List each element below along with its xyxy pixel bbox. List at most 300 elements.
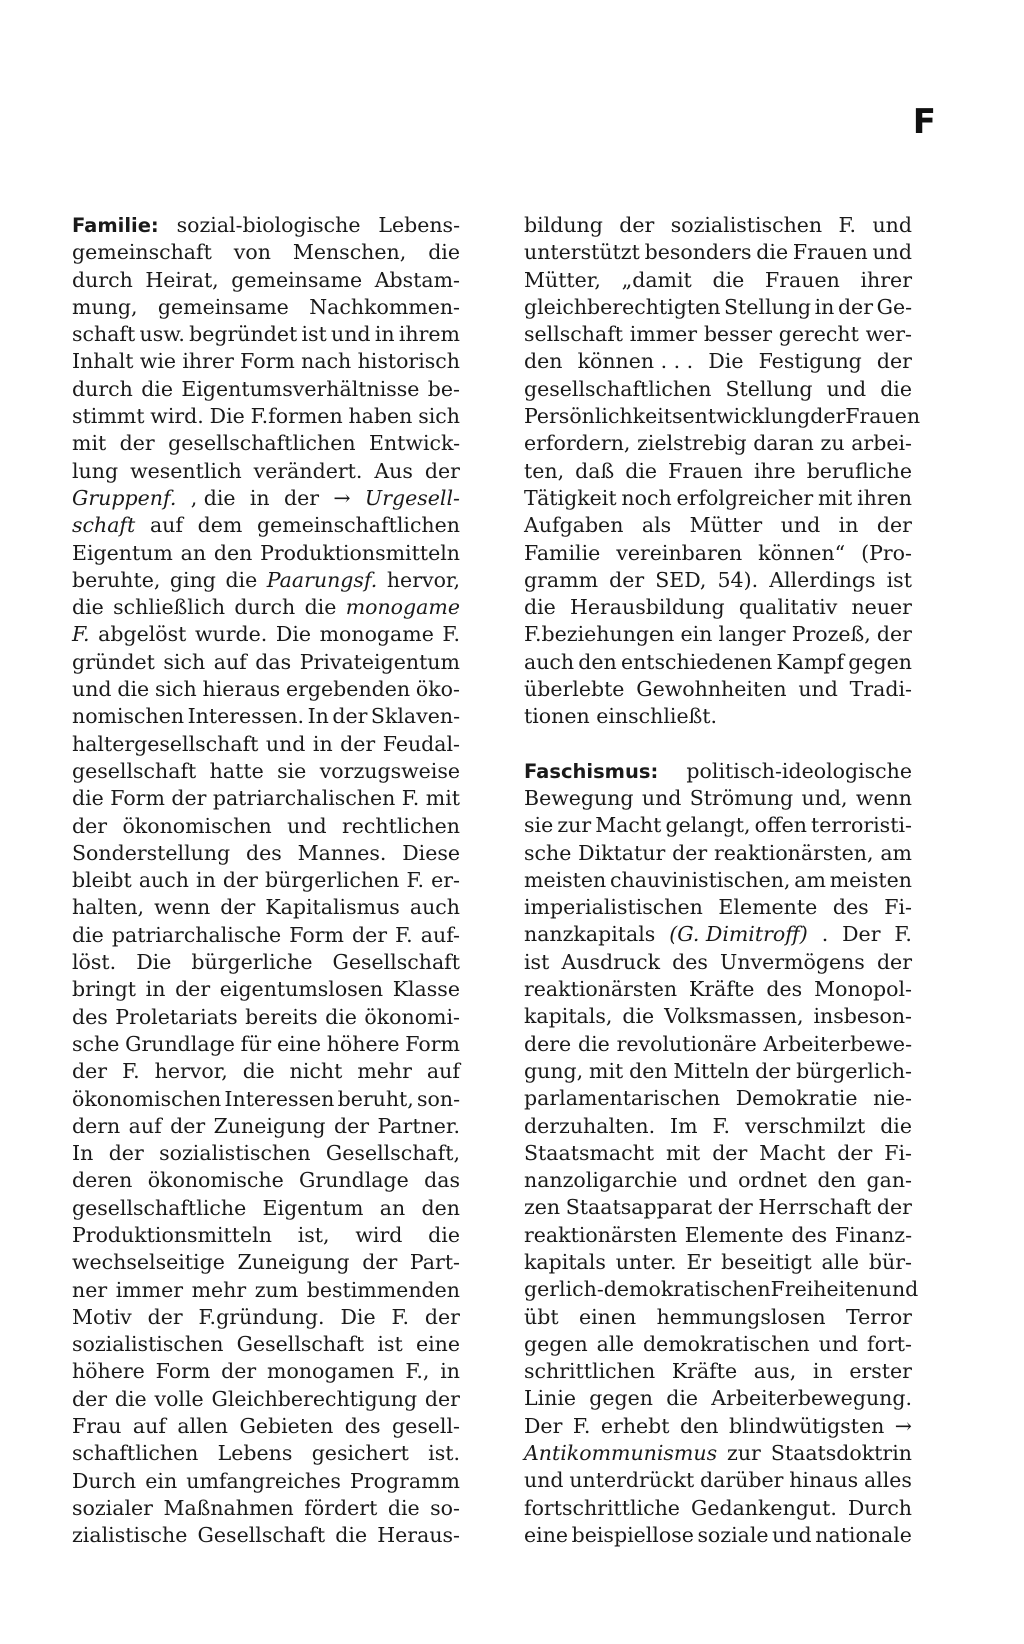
text-word: gesichert — [311, 1441, 409, 1466]
text-word: Form — [405, 1031, 460, 1056]
text-word: hatte — [209, 758, 264, 783]
text-word: Freiheiten — [770, 1277, 879, 1302]
text-word: Fi- — [884, 895, 912, 920]
text-word: die — [666, 1386, 699, 1411]
text-word: hinaus — [789, 1468, 859, 1493]
text-word: Aufgaben — [524, 513, 624, 538]
text-word: wenn — [855, 785, 912, 810]
text-word: sozialistischen — [670, 213, 823, 237]
text-word: hervor, — [154, 1059, 228, 1084]
text-line — [524, 840, 912, 867]
text-line — [524, 321, 912, 348]
text-word: den — [817, 1168, 856, 1193]
text-word: Allerdings — [769, 567, 876, 592]
text-word: → — [333, 485, 351, 510]
text-word: zen — [524, 1195, 561, 1220]
text-word: meisten — [829, 867, 912, 892]
text-word: SED, — [655, 567, 707, 592]
text-word: können“ — [758, 540, 846, 565]
text-word: mit — [72, 431, 107, 456]
text-word: am — [880, 840, 912, 865]
text-word: langer — [718, 622, 786, 647]
text-word: gegen — [589, 1386, 654, 1411]
text-word: der — [876, 349, 912, 374]
page-section-letter: F — [912, 102, 936, 142]
text-line — [72, 212, 460, 239]
text-word: daß — [575, 458, 615, 483]
text-word: der — [672, 840, 708, 865]
text-line — [524, 1276, 919, 1303]
text-word: Eigentumsverhältnisse — [181, 376, 420, 401]
text-word: dern — [72, 1113, 121, 1138]
text-word: ging — [169, 567, 216, 592]
text-word: er- — [431, 868, 460, 893]
text-line — [72, 376, 460, 403]
text-word: auch — [138, 868, 189, 893]
text-line — [72, 1031, 460, 1058]
text-column-left — [72, 212, 460, 1550]
text-word: alles — [863, 1468, 912, 1493]
text-word: einen — [578, 1304, 637, 1329]
text-word: ihrer — [860, 267, 912, 292]
text-word: der — [340, 731, 376, 756]
text-word: F., — [405, 1359, 430, 1384]
text-line — [524, 567, 912, 594]
text-word: rechtlichen — [342, 813, 460, 838]
text-word: besser — [703, 322, 773, 347]
text-word: nach — [301, 349, 352, 374]
text-word: Lebens — [217, 1441, 293, 1466]
text-word: der — [220, 895, 256, 920]
text-word: Lebens- — [378, 213, 460, 237]
text-word: ihre — [753, 458, 796, 483]
text-word: und — [687, 1168, 728, 1193]
text-word: sich — [418, 404, 460, 429]
text-line — [72, 1468, 460, 1495]
text-word: das — [424, 1168, 460, 1193]
text-word: Gleichberechtigung — [211, 1386, 418, 1411]
text-word: den — [524, 349, 563, 374]
text-word: Antikommunismus — [524, 1441, 718, 1466]
text-word: bürgerlich- — [796, 1058, 912, 1083]
text-line — [524, 1249, 912, 1276]
text-line — [72, 485, 460, 512]
text-word: an — [379, 1195, 406, 1220]
text-word: durch — [72, 376, 133, 401]
text-word: Mitteln — [673, 1058, 750, 1083]
text-word: Er — [686, 1249, 712, 1274]
text-line — [524, 594, 912, 621]
text-word: des — [72, 1004, 108, 1029]
text-word: In — [72, 1141, 94, 1166]
text-line — [524, 649, 912, 676]
text-line — [524, 1222, 912, 1249]
text-word: immer — [115, 1277, 184, 1302]
text-line — [72, 949, 460, 976]
text-word: zur — [727, 1441, 761, 1466]
text-word: in — [145, 977, 166, 1002]
text-word: chauvinistischen, — [610, 867, 791, 892]
text-word: gesellschaftlichen — [168, 431, 356, 456]
text-word: ökonomische — [147, 1168, 284, 1193]
text-word: ökonomi- — [364, 1004, 460, 1029]
text-word: Die — [340, 1304, 376, 1329]
text-word: in — [249, 485, 270, 510]
text-word: des — [832, 895, 869, 920]
text-word: ergebenden — [286, 677, 411, 702]
text-word: und — [265, 731, 306, 756]
text-word: F. — [72, 622, 90, 647]
text-word: wurde. — [194, 622, 268, 647]
text-word: so- — [430, 1495, 460, 1520]
text-word: Proletariats — [115, 1004, 238, 1029]
text-line — [524, 1495, 912, 1522]
text-word: (G. Dimitroff) — [669, 922, 808, 947]
text-word: der — [72, 813, 108, 838]
text-line — [524, 1140, 912, 1167]
text-word: bürgerliche — [191, 950, 313, 975]
text-word: Bewegung — [524, 785, 634, 810]
text-word: der — [837, 1140, 873, 1165]
text-word: politisch-ideologische — [686, 758, 912, 783]
text-word: des — [344, 1414, 381, 1439]
text-word: sich — [154, 677, 197, 702]
text-word: erhebt — [600, 1413, 670, 1438]
text-word: der — [619, 213, 655, 237]
text-word: der — [755, 1058, 791, 1083]
text-word: nomischen — [72, 704, 185, 729]
text-word: die — [625, 458, 658, 483]
text-word: die — [242, 1059, 275, 1084]
text-line — [72, 1413, 460, 1440]
text-word: die — [335, 1523, 368, 1548]
text-word: Inhalt — [72, 349, 134, 374]
text-word: aus, — [753, 1359, 797, 1384]
text-word: der — [810, 404, 846, 429]
text-word: unterdrückt — [569, 1468, 695, 1493]
text-word: übt — [524, 1304, 559, 1329]
text-line — [524, 267, 912, 294]
text-line — [524, 1385, 912, 1412]
text-line — [72, 1113, 460, 1140]
text-word: ein — [145, 1468, 178, 1493]
text-word: des — [672, 949, 708, 974]
text-word: bringt — [72, 977, 137, 1002]
text-word: Fi- — [884, 1140, 912, 1165]
text-line — [72, 649, 460, 676]
text-word: in — [814, 294, 835, 319]
text-word: Sonderstellung — [72, 840, 231, 865]
text-word: Macht — [759, 1140, 826, 1165]
text-word: gesellschaftlichen — [524, 376, 712, 401]
text-word: die — [304, 595, 337, 620]
text-line — [524, 1003, 912, 1030]
text-line — [72, 348, 460, 375]
text-line — [72, 731, 460, 758]
text-word: der — [876, 949, 912, 974]
text-line — [72, 430, 460, 457]
text-word: ordnet — [738, 1168, 807, 1193]
text-word: überlebte — [524, 677, 625, 702]
text-word: qualitativ — [738, 595, 838, 620]
text-word: allen — [177, 1414, 229, 1439]
text-word: F.formen — [250, 404, 343, 429]
text-word: die — [325, 1004, 357, 1029]
text-word: der — [837, 294, 873, 319]
text-word: Elemente — [718, 895, 818, 920]
text-word: Unvermögens — [720, 949, 865, 974]
text-word: vorzugsweise — [319, 758, 460, 783]
text-word: ökonomischen — [122, 813, 272, 838]
text-line — [524, 540, 912, 567]
text-word: der — [609, 567, 645, 592]
text-word: reaktionärsten — [524, 977, 678, 1002]
text-word: F. — [894, 922, 912, 947]
text-word: ten, — [524, 458, 565, 483]
text-word: beseitigt — [721, 1249, 812, 1274]
text-word: Herrschaft — [758, 1195, 872, 1220]
text-word: Stellung — [725, 376, 813, 401]
text-word: Gesellschaft — [197, 1523, 326, 1548]
text-word: mung, — [72, 294, 138, 319]
text-word: zur — [557, 813, 592, 838]
text-word: sozialer — [72, 1495, 153, 1520]
text-word: und — [772, 1522, 812, 1547]
text-line — [72, 403, 460, 430]
text-line — [524, 1440, 912, 1467]
text-word: einschließt. — [596, 704, 718, 729]
text-line — [524, 458, 912, 485]
text-word: den — [421, 1195, 460, 1220]
text-word: die — [72, 922, 104, 947]
text-word: die — [756, 240, 789, 265]
text-word: kapitals — [524, 1249, 606, 1274]
text-line — [72, 1440, 460, 1467]
text-word: wenn — [154, 895, 211, 920]
text-word: sche — [72, 1031, 120, 1056]
text-word: imperialistischen — [524, 895, 703, 920]
text-word: Zuneigung — [213, 1113, 326, 1138]
text-word: gemeinschaftlichen — [257, 513, 460, 538]
text-line — [524, 894, 912, 921]
text-word: höhere — [72, 1359, 145, 1384]
text-word: und — [872, 240, 912, 265]
text-line — [72, 1495, 460, 1522]
text-word: ist — [886, 567, 912, 592]
text-word: Gesellschaft, — [325, 1141, 460, 1166]
text-word: Entwick- — [369, 431, 460, 456]
text-word: In — [307, 704, 329, 729]
text-word: Familie — [524, 540, 601, 565]
text-word: zu — [820, 431, 845, 456]
text-word: die — [72, 595, 104, 620]
text-word: auf — [132, 1414, 166, 1439]
text-line — [72, 785, 460, 812]
text-word: und — [798, 677, 838, 702]
text-line — [524, 1522, 912, 1549]
text-line — [524, 1304, 912, 1331]
text-word: Sklaven- — [370, 704, 460, 729]
text-word: Staatsdoktrin — [770, 1441, 912, 1466]
text-word: alle — [821, 1249, 860, 1274]
text-word: in — [374, 322, 395, 347]
text-line — [524, 1031, 912, 1058]
text-word: (Pro- — [861, 540, 912, 565]
text-word: als — [641, 513, 672, 538]
text-word: bestimmenden — [306, 1277, 460, 1302]
text-word: löst. — [72, 950, 117, 975]
text-word: dere — [524, 1031, 572, 1056]
text-word: und — [331, 322, 371, 347]
text-word: Kampf — [776, 649, 845, 674]
text-word: schließlich — [113, 595, 226, 620]
text-word: auf — [149, 513, 183, 538]
text-word: neuer — [851, 595, 912, 620]
text-word: Diktatur — [578, 840, 666, 865]
text-word: ist — [377, 1332, 403, 1357]
text-word: Aus — [374, 458, 413, 483]
text-word: Form — [240, 349, 295, 374]
text-line — [524, 676, 912, 703]
text-word: immer — [629, 322, 698, 347]
text-line — [72, 976, 460, 1003]
text-word: der — [424, 1386, 460, 1411]
text-word: Strömung — [689, 785, 794, 810]
text-word: nanzoligarchie — [524, 1168, 678, 1193]
text-word: ist, — [297, 1222, 330, 1247]
text-word: wird. — [150, 404, 204, 429]
text-word: bereits — [245, 1004, 318, 1029]
text-word: die — [114, 1386, 147, 1411]
text-word: nationale — [815, 1522, 912, 1547]
text-word: schaft — [72, 513, 136, 538]
text-word: demokratischen — [642, 1331, 810, 1356]
text-word: sozialistischen — [159, 1141, 311, 1166]
text-word: zialistische — [72, 1523, 188, 1548]
text-line — [72, 1358, 460, 1385]
text-line — [524, 1358, 912, 1385]
text-word: der — [332, 704, 368, 729]
text-line — [72, 540, 460, 567]
text-word: die — [880, 1113, 912, 1138]
text-word: Die — [209, 404, 245, 429]
text-word: ist — [301, 322, 327, 347]
text-word: Partner. — [377, 1113, 460, 1138]
text-word: mit — [666, 1140, 701, 1165]
text-word: begründet — [189, 322, 298, 347]
text-word: insbeson- — [813, 1004, 912, 1029]
text-line — [524, 403, 921, 430]
text-word: den — [578, 649, 617, 674]
text-word: die — [524, 595, 556, 620]
text-word: monogame — [319, 622, 434, 647]
text-line — [72, 621, 460, 648]
text-line — [524, 921, 912, 948]
text-word: gegen — [524, 1331, 588, 1356]
text-word: des — [791, 1222, 828, 1247]
text-word: Menschen, — [292, 240, 407, 265]
text-line — [72, 1222, 460, 1249]
text-word: auf — [213, 649, 247, 674]
text-line — [72, 1331, 460, 1358]
text-word: auch — [409, 895, 460, 920]
text-line — [524, 1194, 912, 1221]
text-word: monogamen — [267, 1359, 395, 1384]
text-word: → — [894, 1413, 912, 1438]
text-word: Prozeß, — [791, 622, 871, 647]
text-word: revolutionäre — [616, 1031, 757, 1056]
text-word: lung — [72, 458, 119, 483]
text-word: in — [196, 868, 216, 893]
text-word: haltergesellschaft — [72, 731, 259, 756]
text-word: . — [821, 922, 829, 947]
text-word: sche — [524, 840, 572, 865]
text-word: Kräfte — [689, 977, 755, 1002]
text-word: nanzkapitals — [524, 922, 656, 947]
text-word: die — [880, 376, 912, 401]
text-word: vereinbaren — [616, 540, 743, 565]
text-word: Heraus- — [377, 1523, 460, 1548]
text-word: Feudal- — [382, 731, 460, 756]
text-word: Gewohnheiten — [636, 677, 787, 702]
text-line — [524, 1467, 912, 1494]
text-line — [524, 1413, 912, 1440]
text-line — [72, 1522, 460, 1549]
text-word: erfolgreicher — [676, 485, 814, 510]
text-word: Der — [842, 922, 881, 947]
text-word: gan- — [866, 1168, 912, 1193]
text-word: verschmilzt — [744, 1113, 866, 1138]
text-word: der — [333, 1113, 370, 1138]
text-word: hervor, — [386, 567, 460, 592]
text-word: auf — [426, 1059, 460, 1084]
text-word: kapitals, — [524, 1004, 613, 1029]
text-word: berufliche — [806, 458, 912, 483]
text-word: soziale — [697, 1522, 769, 1547]
text-line — [72, 1304, 460, 1331]
text-word: fort- — [867, 1331, 912, 1356]
text-word: sich — [163, 649, 206, 674]
text-word: Form — [155, 1359, 211, 1384]
text-word: Durch — [72, 1468, 137, 1493]
text-word: gründet — [72, 649, 155, 674]
text-word: in — [440, 1359, 460, 1384]
text-word: den — [680, 1413, 719, 1438]
text-word: reaktionärsten, — [713, 840, 874, 865]
text-line — [524, 867, 912, 894]
text-word: Klasse — [392, 977, 460, 1002]
text-word: alle — [596, 1331, 635, 1356]
text-word: F. — [391, 1304, 410, 1329]
text-word: eine — [524, 1522, 569, 1547]
text-word: eigentumslosen — [219, 977, 384, 1002]
text-word: son- — [417, 1086, 460, 1111]
text-word: der — [119, 431, 155, 456]
text-word: bleibt — [72, 868, 132, 893]
text-word: gemeinschaft — [72, 240, 212, 265]
text-word: offen — [754, 813, 807, 838]
text-word: Abstam- — [374, 267, 460, 292]
text-line — [524, 1085, 912, 1112]
text-word: Produktionsmitteln — [260, 540, 460, 565]
text-word: halten, — [72, 895, 145, 920]
text-word: der — [717, 1195, 753, 1220]
text-word: derzuhalten. — [524, 1113, 656, 1138]
text-word: am — [794, 867, 826, 892]
text-word: Im — [670, 1113, 698, 1138]
text-word: in — [812, 1359, 833, 1384]
text-word: F. — [122, 1059, 140, 1084]
